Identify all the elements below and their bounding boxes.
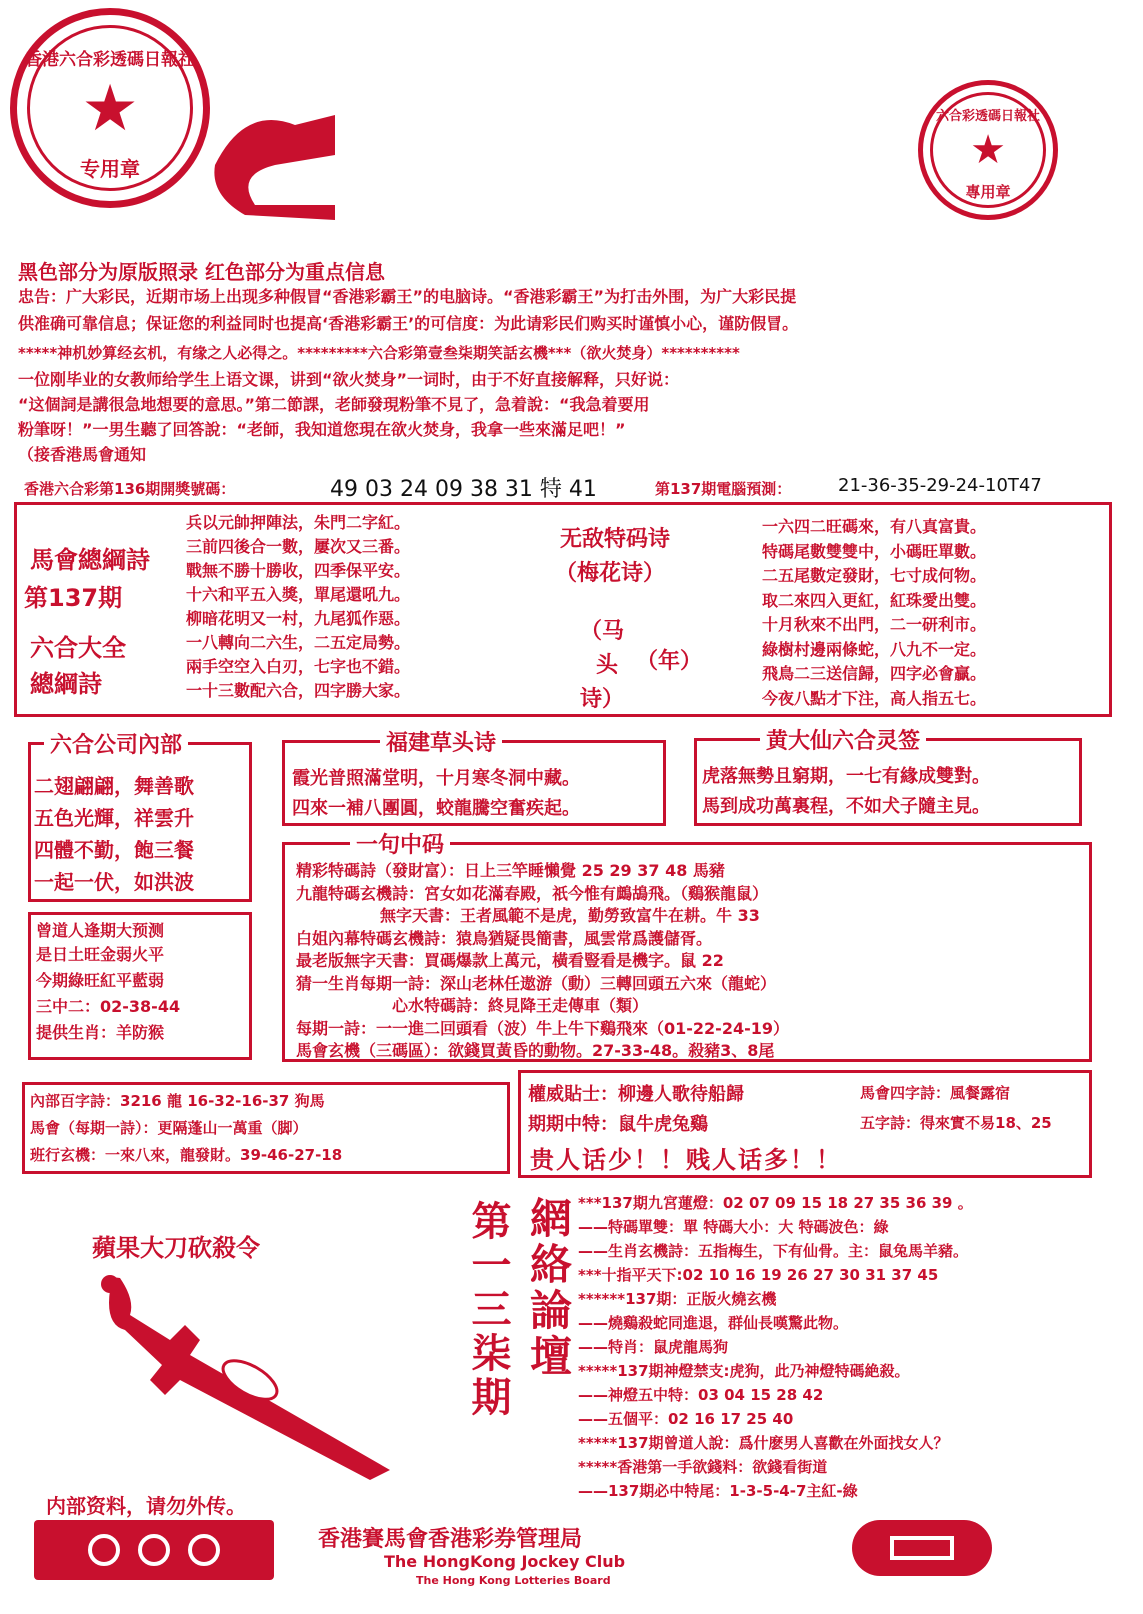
poem-line: 一八轉向二六生，二五定局勢。 (186, 633, 411, 652)
forum-line: ——137期必中特尾：1-3-5-4-7主紅-綠 (578, 1482, 858, 1500)
sentence-line: 每期一詩：一一進二回頭看（波）牛上牛下鷄飛來（01-22-24-19） (296, 1018, 789, 1038)
stamp-right-text: 六合彩透碼日報社 (935, 109, 1040, 124)
vertical-issue: 第一三柒期 (465, 1200, 511, 1420)
left-title: 總綱詩 (30, 670, 102, 698)
fujian-line: 四來一補八團圓，蛟龍騰空奮疾起。 (292, 798, 580, 819)
center-subtitle: （梅花诗） (555, 561, 666, 586)
company-line: 五色光輝，祥雲升 (34, 806, 194, 830)
fujian-title: 福建草头诗 (380, 726, 502, 757)
sentence-line: 九龍特碼玄機詩：宮女如花滿春殿，祇今惟有鷓鴣飛。（鷄猴龍鼠） (296, 883, 769, 903)
forum-line: ——燒鷄殺蛇同進退，群仙長嘆驚此物。 (578, 1314, 849, 1332)
warning-block (18, 284, 1118, 334)
sentence-line: 馬會玄機（三碼區）：欲錢買黃昏的動物。27-33-48。殺豬3、8尾 (296, 1041, 775, 1060)
stamp-left-sub: 专用章 (80, 157, 140, 181)
poem-line: 十月秋來不出門，二一研利市。 (762, 615, 987, 634)
center-note: （年） (636, 649, 703, 674)
poem-line: 取二來四入更紅，紅珠愛出雙。 (762, 590, 987, 610)
wong-lines (702, 762, 990, 822)
poem-line: 今夜八點才下注，高人指五七。 (762, 688, 987, 708)
forum-line: ——特碼單雙：單 特碼大小：大 特碼波色：綠 (578, 1218, 889, 1236)
knife-title: 蘋果大刀砍殺令 (92, 1234, 260, 1262)
inner-lines (30, 1090, 342, 1171)
poem-line: 二五尾數定發財，七寸成何物。 (762, 566, 987, 585)
tseng-line: 是日土旺金弱火平 (36, 945, 165, 964)
fujian-line: 霞光普照滿堂明，十月寒冬洞中藏。 (292, 768, 580, 789)
forum-line: *****香港第一手欲錢料：欲錢看街道 (578, 1458, 828, 1476)
joke-line: 一位刚毕业的女教师给学生上语文课，讲到“欲火焚身”一词时，由于不好直接解释，只好说： (18, 370, 680, 389)
poem-line: 特碼尾數雙雙中，小碼旺單數。 (762, 541, 987, 561)
tseng-line: 今期綠旺紅平藍弱 (36, 971, 165, 990)
fujian-lines (292, 764, 580, 824)
tseng-lines (36, 918, 180, 1046)
stamp-right-sub: 專用章 (965, 183, 1011, 201)
wong-line: 馬到成功萬裏程，不如犬子隨主見。 (702, 796, 990, 817)
poem-line: 柳暗花明又一村，九尾狐作惡。 (186, 609, 411, 628)
header-notice: 黑色部分为原版照录 红色部分为重点信息 (18, 260, 385, 284)
inner-line: 班行玄機：一來八來，龍發財。39-46-27-18 (30, 1146, 343, 1164)
left-title: 六合大全 (30, 634, 126, 662)
company-line: 一起一伏，如洪波 (34, 870, 194, 894)
footer-en2: The Hong Kong Lotteries Board (416, 1574, 611, 1587)
sentence-line: 白姐內幕特碼玄機詩：猿鳥猶疑畏簡書，風雲常爲護儲胥。 (296, 928, 713, 948)
sentence-lines (296, 858, 789, 1061)
tseng-title: 曾道人逢期大预测 (36, 921, 165, 940)
result-numbers: 49 03 24 09 38 31 特 41 (330, 477, 597, 502)
footer-en: The HongKong Jockey Club (384, 1552, 626, 1571)
warning-line: 供准确可靠信息；保证您的利益同时也提高‘香港彩霸王’的可信度：为此请彩民们购买时谨慎小心，谨防假冒。 (18, 314, 799, 333)
tseng-line: 三中二：02-38-44 (36, 997, 181, 1016)
warning-line: 忠告：广大彩民，近期市场上出现多种假冒“香港彩霸王”的电脑诗。“香港彩霸王”为打击外围，为广大彩民提 (18, 287, 797, 306)
joke-line: “这個詞是講很急地想要的意思。”第二節課，老師發現粉筆不見了，急着說：“我急着要用 (18, 395, 650, 414)
poem-line: 戰無不勝十勝收，四季保平安。 (186, 561, 411, 580)
slogan: 贵人话少！！贱人话多！！ (530, 1146, 842, 1174)
star-icon: ★ (81, 72, 139, 146)
sentence-line: 心水特碼詩：終見降王走傳車（類） (392, 996, 649, 1015)
forum-line: *****137期曾道人說：爲什麽男人喜歡在外面找女人？ (578, 1434, 949, 1452)
authority-line: 權威貼士：柳邊人歌待船歸 (528, 1084, 744, 1105)
footer-logo-right-icon (852, 1520, 992, 1576)
wong-line: 虎落無勢且窮期，一七有緣成雙對。 (702, 766, 990, 787)
forum-lines (578, 1192, 973, 1504)
star-icon: ★ (970, 127, 1006, 173)
forum-line: ***十指平天下:02 10 16 19 26 27 30 31 37 45 (578, 1266, 939, 1284)
knife-footer: 内部资料，请勿外传。 (46, 1494, 246, 1518)
center-title: 无敌特码诗 (560, 527, 671, 552)
company-line: 二翅翩翩，舞善歌 (34, 774, 194, 798)
result-label: 香港六合彩第136期開獎號碼： (24, 480, 236, 498)
poem-line: 飛鳥二三送信歸，四字必會贏。 (762, 664, 987, 683)
left-title: 第137期 (24, 584, 123, 612)
forum-line: ——特肖：鼠虎龍馬狗 (578, 1338, 729, 1356)
inner-line: 馬會（每期一詩）：更隔蓬山一萬重（脚） (30, 1119, 308, 1137)
middle-poem (186, 510, 410, 702)
forum-line: ——神燈五中特：03 04 15 28 42 (578, 1386, 824, 1404)
horse-four: 馬會四字詩：風餐露宿 (860, 1084, 1011, 1102)
forum-line: ***137期九宮蓮燈：02 07 09 15 18 27 35 36 39 。 (578, 1194, 973, 1212)
prediction-label: 第137期電腦預測： (655, 480, 792, 498)
joke-line: 粉筆呀！”一男生聽了回答說：“老師，我知道您現在欲火焚身，我拿一些來滿足吧！” (18, 420, 626, 439)
poem-line: 一六四二旺碼來，有八真富貴。 (762, 517, 987, 536)
forum-line: *****137期神燈禁支:虎狗，此乃神燈特碼絶殺。 (578, 1362, 910, 1380)
center-note: 头 (596, 653, 619, 678)
poem-line: 綠樹村邊兩條蛇，八九不一定。 (762, 639, 987, 659)
stamp-right (918, 80, 1058, 220)
prediction-numbers: 21-36-35-29-24-10T47 (838, 475, 1042, 496)
footer-logo-left-icon (34, 1520, 274, 1580)
five-word: 五字詩：得來實不易18、25 (860, 1114, 1052, 1132)
dagger-icon (90, 1270, 440, 1490)
forum-line: ——生肖玄機詩：五指梅生，下有仙骨。主：鼠兔馬羊豬。 (578, 1242, 969, 1260)
sentence-line: 猜一生肖每期一詩：深山老林任遨游（動）三轉回頭五六來（龍蛇） (296, 973, 777, 993)
decorative-scribble-icon (205, 95, 345, 225)
blank-area (345, 10, 920, 250)
poem-line: 兵以元帥押陣法，朱門二字紅。 (186, 513, 411, 532)
center-note: （马 (580, 619, 625, 644)
sentence-line: 精彩特碼詩（發財富）：日上三竿睡懶覺 25 29 37 48 馬豬 (296, 861, 725, 880)
vertical-forum: 網絡論壇 (524, 1196, 573, 1380)
poem-line: 一十三數配六合，四字勝大家。 (186, 681, 411, 700)
right-poem (762, 514, 986, 710)
joke-line: （接香港馬會通知 (18, 445, 147, 464)
company-title: 六合公司內部 (44, 728, 188, 759)
period-hit: 期期中特：鼠牛虎兔鷄 (528, 1114, 708, 1135)
forum-line: ******137期：正版火燒玄機 (578, 1290, 777, 1308)
joke-block (18, 342, 1128, 465)
company-line: 四體不勤，飽三餐 (34, 838, 194, 862)
center-note: 诗） (580, 687, 625, 712)
poem-line: 兩手空空入白刃，七字也不錯。 (186, 657, 411, 676)
poem-line: 三前四後合一數，屢次又三番。 (186, 537, 411, 556)
stamp-left-text: 香港六合彩透碼日報社 (25, 50, 195, 70)
inner-line: 內部百字詩：3216 龍 16-32-16-37 狗馬 (30, 1092, 325, 1110)
sentence-line: 無字天書：王者風範不是虎，勤勞致富牛在耕。牛 33 (380, 906, 760, 925)
tseng-line: 提供生肖：羊防猴 (36, 1023, 165, 1042)
poem-line: 十六和平五入獎，單尾還吼九。 (186, 585, 411, 604)
sentence-title: 一句中码 (350, 828, 450, 859)
company-lines (34, 770, 194, 898)
joke-title: *****神机妙算经玄机，有缘之人必得之。*********六合彩第壹叁柒期笑話玄機***（欲火焚身）********** (18, 344, 740, 362)
stamp-left (10, 8, 210, 208)
left-title: 馬會總綱詩 (30, 546, 150, 574)
sentence-line: 最老版無字天書：買碼爆款上萬元，橫看豎看是機字。鼠 22 (296, 951, 724, 970)
footer-cn: 香港賽馬會香港彩券管理局 (318, 1527, 583, 1552)
forum-line: ——五個平：02 16 17 25 40 (578, 1410, 794, 1428)
wong-title: 黄大仙六合灵签 (760, 724, 926, 755)
